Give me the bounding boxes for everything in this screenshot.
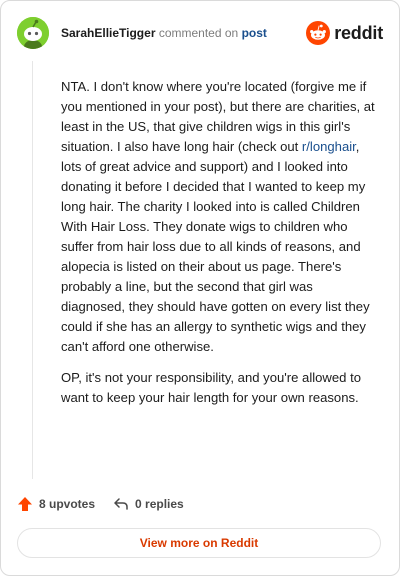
reply-count: 0 replies — [135, 497, 184, 511]
comment-text: NTA. I don't know where you're located (forgive me if you mentioned in your post), but there are charities, at least in the US, that give children wigs in this girl's situation. I also have long hair (check out — [61, 79, 375, 154]
reddit-logo[interactable] — [306, 21, 383, 45]
snoo-avatar-icon — [17, 17, 49, 49]
byline — [61, 26, 267, 40]
comment-body — [61, 77, 375, 419]
username-link[interactable]: SarahEllieTigger — [61, 26, 156, 40]
reply-arrow-icon — [113, 496, 129, 512]
upvote-button[interactable] — [17, 496, 95, 512]
upvote-arrow-icon — [17, 496, 33, 512]
upvote-count: 8 upvotes — [39, 497, 96, 511]
thread-line — [32, 61, 33, 479]
post-link[interactable]: post — [241, 26, 267, 40]
comment-paragraph — [61, 77, 375, 357]
subreddit-link[interactable]: r/longhair — [301, 139, 356, 154]
reddit-wordmark: reddit — [334, 22, 383, 43]
comment-text: , lots of great advice and support) and I looked into donating it before I decided that I wanted to keep my long hair. The charity I looked into is called Children With Hair Loss. They donate wigs to children who suffer from hair loss due to all kinds of reasons, and alopecia is listed on their about us page. There's probably a line, but the second that girl was diagnosed, they should have gotten on every list they could if she has an allergy to synthetic wigs and they can't afford one otherwise. — [61, 139, 370, 354]
comment-paragraph: OP, it's not your responsibility, and you're allowed to want to keep your hair length for your own reasons. — [61, 370, 362, 405]
commented-on-text: commented on — [158, 26, 239, 40]
avatar[interactable] — [17, 17, 49, 49]
reply-button[interactable] — [113, 496, 184, 512]
view-more-button[interactable]: View more on Reddit — [17, 528, 381, 558]
comment-header — [17, 17, 383, 49]
reddit-alien-icon — [306, 21, 330, 45]
comment-actions — [17, 493, 202, 515]
